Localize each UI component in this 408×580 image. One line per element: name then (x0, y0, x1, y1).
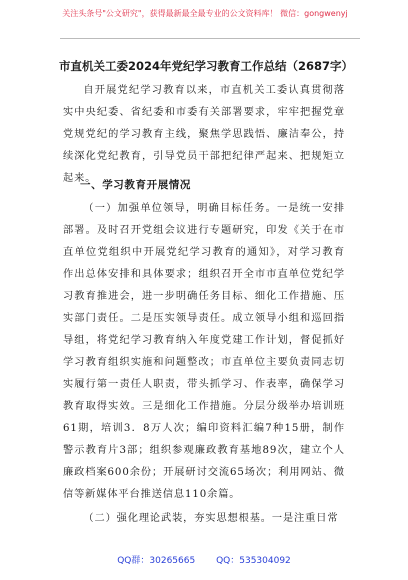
header-divider (60, 38, 360, 39)
document-title: 市直机关工委2024年党纪学习教育工作总结（2687字） (58, 59, 353, 73)
intro-paragraph: 自开展党纪学习教育以来，市直机关工委认真贯彻落实中央纪委、省纪委和市委有关部署要求，牢牢把握党章党规党纪的学习教育主线，聚焦学思践悟、廉洁奉公，持续深化党纪教育，引导党员干部把纪律严起来、把规矩立起来。 (63, 85, 345, 184)
footer-contact (0, 553, 408, 566)
body-paragraph: （一）加强单位领导，明确目标任务。一是统一安排部署。及时召开党组会议进行专题研究，印发《关于在市直单位党组织中开展党纪学习教育的通知》，对学习教育作出总体安排和具体要求；组织召开全市市直单位党纪学习教育推进会，进一步明确任务目标、细化工作措施、压实部门责任。二是压实领导责任。成立领导小组和巡回指导组，将党纪学习教育纳入年度党建工作计划，督促抓好学习教育组织实施和问题整改；市直单位主要负责同志切实履行第一责任人职责，带头抓学习、作表率，确保学习教育取得实效。三是细化工作措施。分层分级举办培训班61期，培训3．8万人次；编印资料汇编7种15册，制作警示教育片3部；组织参观廉政教育基地89次，建立个人廉政档案600余份；开展研讨交流65场次；利用网站、微信等新媒体平台推送信息110余篇。 (63, 203, 345, 500)
footer-qq-number: QQ：535304092 (216, 556, 291, 566)
section-heading: 一、学习教育开展情况 (80, 179, 191, 191)
body-paragraph-continued: （二）强化理论武装，夯实思想根基。一是注重日常 (83, 513, 339, 524)
footer-qq-group: QQ群：30265665 (117, 556, 196, 566)
header-banner: 关注头条号"公文研究"，获得最新最全最专业的公文资料库！ 微信：gongwenyj (62, 9, 348, 18)
